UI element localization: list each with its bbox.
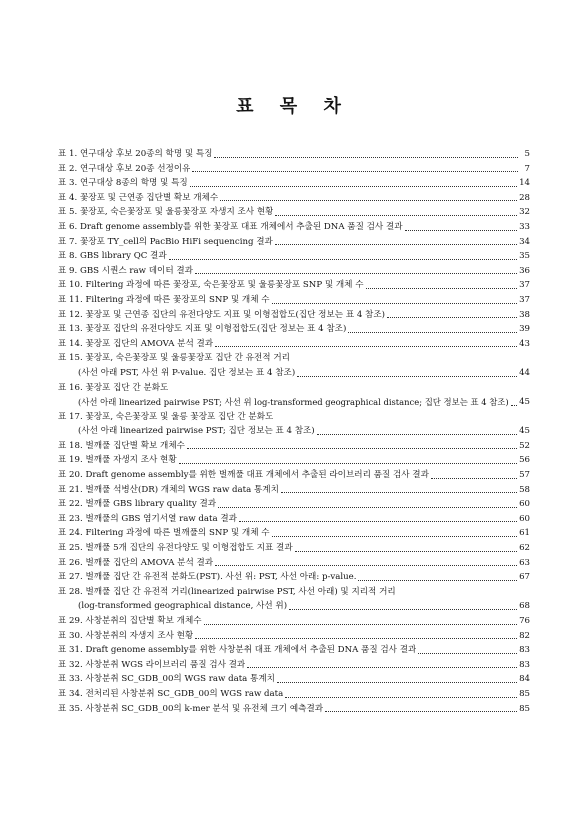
toc-entry-number: 표 10.: [58, 280, 86, 291]
toc-entry[interactable]: [58, 658, 530, 673]
toc-dot-leader: [366, 288, 518, 289]
toc-entry-title: GBS library QC 결과: [79, 251, 167, 262]
toc-entry-page: 85: [519, 703, 530, 714]
toc-entry-title: 사창분취 SC_GDB_00의 k-mer 분석 및 유전체 크기 예측결과: [85, 703, 324, 714]
toc-dot-leader: [387, 317, 517, 318]
toc-entry-subtitle: (log-transformed geographical distance, 사선 위): [78, 601, 288, 612]
toc-entry-number: 표 4.: [58, 192, 80, 203]
toc-entry-title: 꽃장포 및 근연종 집단의 유전다양도 지표 및 이형접합도(집단 정보는 표 4 참조): [85, 309, 386, 320]
toc-entry-page: 52: [519, 440, 530, 451]
page-title: 표 목 차: [236, 96, 351, 117]
toc-entry-title: 연구대상 8종의 학명 및 특징: [79, 178, 188, 189]
toc-entry-title: 벌깨풀 석병산(DR) 개체의 WGS raw data 통계치: [85, 484, 279, 495]
toc-entry-title: 벌깨풀 GBS library quality 결과: [85, 499, 217, 510]
toc-dot-leader: [317, 434, 517, 435]
table-of-contents: [58, 147, 530, 716]
toc-entry[interactable]: [58, 249, 530, 264]
toc-entry[interactable]: [58, 672, 530, 687]
toc-entry[interactable]: [58, 643, 530, 658]
toc-entry[interactable]: [58, 351, 530, 366]
toc-entry-page: 35: [519, 251, 530, 262]
toc-entry-page: 28: [519, 192, 530, 203]
toc-entry-page: 60: [519, 513, 530, 524]
toc-entry[interactable]: [58, 381, 530, 396]
toc-entry-title: 꽃장포 집단의 유전다양도 지표 및 이형접합도(집단 정보는 표 4 참조): [85, 324, 347, 335]
toc-entry-title: Filtering 과정에 따른 꽃장포, 숙은꽃장포 및 울릉꽃장포 SNP 및 개체 수: [85, 280, 364, 291]
toc-entry-title: 전처리된 사창분취 SC_GDB_00의 WGS raw data: [85, 688, 284, 699]
toc-entry-number: 표 34.: [58, 688, 86, 699]
toc-entry-page: 33: [519, 221, 530, 232]
toc-entry[interactable]: [58, 468, 530, 483]
toc-entry[interactable]: [58, 205, 530, 220]
toc-entry-title: 벌깨풀의 GBS 염기서열 raw data 결과: [85, 513, 237, 524]
toc-dot-leader: [405, 230, 518, 231]
toc-entry-title: Draft genome assembly를 위한 사창분취 대표 개체에서 추출된 DNA 품질 검사 결과: [85, 645, 417, 656]
toc-entry[interactable]: [58, 439, 530, 454]
toc-dot-leader: [418, 653, 517, 654]
toc-entry-title: 연구대상 후보 20종의 학명 및 특징: [79, 149, 213, 159]
toc-entry-page: 67: [519, 572, 530, 583]
toc-entry[interactable]: [58, 337, 530, 352]
toc-entry[interactable]: [58, 147, 530, 162]
toc-dot-leader: [297, 376, 517, 377]
toc-entry-title: 벌깨풀 집단 간 유전적 거리(linearized pairwise PST, 사선 아래) 및 지리적 거리: [85, 586, 396, 597]
toc-entry[interactable]: [58, 278, 530, 293]
toc-entry-number: 표 35.: [58, 703, 86, 714]
toc-entry-page: 37: [519, 294, 530, 305]
toc-dot-leader: [272, 303, 518, 304]
toc-entry-number: 표 17.: [58, 411, 86, 422]
toc-dot-leader: [215, 346, 517, 347]
toc-entry-number: 표 32.: [58, 659, 86, 670]
toc-entry-continuation: [58, 599, 530, 614]
toc-entry[interactable]: [58, 570, 530, 585]
toc-entry-title: 벌깨풀 집단 간 유전적 분화도(PST). 사선 위: PST, 사선 아래: p-value.: [85, 572, 357, 583]
toc-entry-number: 표 20.: [58, 470, 86, 481]
toc-dot-leader: [285, 697, 517, 698]
toc-dot-leader: [277, 682, 517, 683]
toc-dot-leader: [275, 244, 517, 245]
toc-entry-number: 표 26.: [58, 557, 86, 568]
toc-entry-title: 벌깨풀 집단별 확보 개체수: [85, 440, 185, 451]
toc-entry-number: 표 12.: [58, 309, 86, 320]
toc-entry-title: 사창분취의 자생지 조사 현황: [85, 630, 194, 641]
toc-entry[interactable]: [58, 687, 530, 702]
toc-dot-leader: [247, 667, 517, 668]
toc-dot-leader: [281, 492, 517, 493]
toc-entry[interactable]: [58, 512, 530, 527]
toc-entry-number: 표 27.: [58, 572, 86, 583]
toc-entry-number: 표 14.: [58, 338, 86, 349]
toc-entry-number: 표 5.: [58, 207, 80, 218]
toc-entry-page: 45: [519, 397, 530, 408]
toc-entry-number: 표 9.: [58, 265, 80, 276]
toc-entry-page: 37: [519, 280, 530, 291]
toc-entry-title: Filtering 과정에 따른 꽃장포의 SNP 및 개체 수: [85, 294, 270, 305]
toc-entry-subtitle: (사선 아래 linearized pairwise PST; 사선 위 log-transformed geographical distance; 집단 정보는 표 4 참조): [78, 397, 509, 408]
toc-dot-leader: [190, 186, 517, 187]
toc-entry-page: 83: [519, 659, 530, 670]
toc-entry-number: 표 7.: [58, 236, 80, 247]
toc-entry-title: Filtering 과정에 따른 벌깨풀의 SNP 및 개체 수: [85, 528, 270, 539]
toc-entry-title: 벌깨풀 자생지 조사 현황: [85, 455, 177, 466]
toc-entry-number: 표 21.: [58, 484, 86, 495]
toc-dot-leader: [187, 448, 517, 449]
toc-entry-title: Draft genome assembly를 위한 꽃장포 대표 개체에서 추출된 DNA 품질 검사 결과: [79, 221, 403, 232]
toc-entry-number: 표 16.: [58, 382, 86, 393]
toc-dot-leader: [214, 157, 518, 158]
toc-entry-title: 사창분취의 집단별 확보 개체수: [85, 616, 202, 626]
toc-entry-number: 표 31.: [58, 645, 86, 656]
toc-entry-page: 83: [519, 645, 530, 656]
toc-entry-number: 표 23.: [58, 513, 86, 524]
toc-entry-title: 연구대상 후보 20종 선정이유: [79, 163, 191, 174]
toc-entry-number: 표 25.: [58, 543, 86, 554]
toc-dot-leader: [325, 711, 517, 712]
toc-entry-page: 38: [519, 309, 530, 320]
toc-dot-leader: [431, 478, 517, 479]
toc-entry[interactable]: [58, 453, 530, 468]
toc-entry-subtitle: (사선 아래 PST, 사선 위 P-value. 집단 정보는 표 4 참조): [78, 367, 296, 378]
toc-dot-leader: [169, 259, 517, 260]
toc-dot-leader: [295, 551, 517, 552]
toc-dot-leader: [272, 536, 518, 537]
toc-entry-page: 82: [519, 630, 530, 641]
toc-entry[interactable]: [58, 293, 530, 308]
toc-entry-title: 꽃장포 집단의 AMOVA 분석 결과: [85, 338, 214, 349]
toc-entry-continuation: [58, 395, 530, 410]
toc-entry-title: 벌깨풀 5개 집단의 유전다양도 및 이형접합도 지표 결과: [85, 543, 293, 554]
toc-dot-leader: [239, 521, 517, 522]
toc-entry[interactable]: [58, 483, 530, 498]
toc-entry-page: 58: [519, 484, 530, 495]
toc-entry-number: 표 30.: [58, 630, 86, 641]
toc-entry-number: 표 13.: [58, 324, 86, 335]
toc-entry[interactable]: [58, 410, 530, 425]
toc-dot-leader: [218, 507, 517, 508]
toc-dot-leader: [289, 609, 517, 610]
toc-dot-leader: [204, 624, 518, 625]
toc-entry[interactable]: [58, 308, 530, 323]
toc-entry-continuation: [58, 424, 530, 439]
toc-entry-title: 꽃장포 및 근연종 집단별 확보 개체수: [79, 192, 219, 203]
toc-entry[interactable]: [58, 702, 530, 717]
toc-entry-page: 7: [524, 163, 530, 174]
toc-entry-number: 표 28.: [58, 586, 86, 597]
toc-entry-page: 68: [519, 601, 530, 612]
toc-entry-continuation: [58, 366, 530, 381]
toc-entry-page: 36: [519, 265, 530, 276]
toc-entry[interactable]: [58, 191, 530, 206]
toc-entry-page: 14: [519, 178, 530, 189]
toc-entry[interactable]: [58, 541, 530, 556]
toc-entry-page: 56: [519, 455, 530, 466]
toc-entry-number: 표 33.: [58, 674, 86, 685]
toc-entry[interactable]: [58, 176, 530, 191]
toc-entry-number: 표 24.: [58, 528, 86, 539]
toc-entry-number: 표 2.: [58, 163, 80, 174]
toc-entry[interactable]: [58, 556, 530, 571]
toc-entry-number: 표 8.: [58, 251, 80, 262]
toc-entry-title: 꽃장포, 숙은꽃장포 및 울릉꽃장포 자생지 조사 현황: [79, 207, 274, 218]
toc-dot-leader: [192, 171, 518, 172]
toc-entry-page: 57: [519, 470, 530, 481]
toc-entry-number: 표 11.: [58, 294, 86, 305]
toc-dot-leader: [348, 332, 517, 333]
toc-entry-title: 꽃장포 TY_cell의 PacBio HiFi sequencing 결과: [79, 236, 273, 247]
toc-entry-title: 꽃장포 집단 간 분화도: [85, 382, 169, 393]
toc-entry-page: 63: [519, 557, 530, 568]
toc-entry-title: 벌깨풀 집단의 AMOVA 분석 결과: [85, 557, 214, 568]
toc-entry-number: 표 18.: [58, 440, 86, 451]
toc-entry-page: 32: [519, 207, 530, 218]
toc-entry-title: 사창분취 SC_GDB_00의 WGS raw data 통계치: [85, 674, 275, 685]
toc-entry-page: 44: [519, 367, 530, 378]
toc-entry-number: 표 3.: [58, 178, 80, 189]
toc-entry[interactable]: [58, 322, 530, 337]
toc-dot-leader: [215, 565, 517, 566]
toc-entry-page: 62: [519, 543, 530, 554]
toc-entry-number: 표 19.: [58, 455, 86, 466]
toc-entry-page: 61: [519, 528, 530, 539]
toc-entry[interactable]: [58, 629, 530, 644]
toc-entry[interactable]: [58, 526, 530, 541]
toc-entry-page: 34: [519, 236, 530, 247]
toc-dot-leader: [195, 638, 517, 639]
toc-entry-subtitle: (사선 아래 linearized pairwise PST; 집단 정보는 표 4 참조): [78, 426, 315, 437]
toc-dot-leader: [220, 200, 517, 201]
toc-dot-leader: [358, 580, 517, 581]
toc-entry-page: 45: [519, 426, 530, 437]
toc-entry-page: 43: [519, 338, 530, 349]
toc-dot-leader: [179, 463, 517, 464]
toc-entry[interactable]: [58, 235, 530, 250]
toc-entry-title: GBS 시퀀스 raw 데이터 결과: [79, 265, 193, 276]
toc-entry-title: 꽃장포, 숙은꽃장포 및 울릉 꽃장포 집단 간 분화도: [85, 411, 274, 422]
toc-entry[interactable]: [58, 162, 530, 177]
toc-entry-page: 60: [519, 499, 530, 510]
toc-entry-number: 표 29.: [58, 616, 86, 626]
toc-entry-number: 표 22.: [58, 499, 86, 510]
toc-entry-page: 76: [519, 616, 530, 626]
toc-dot-leader: [195, 273, 517, 274]
toc-entry-title: 사창분취 WGS 라이브러리 품질 검사 결과: [85, 659, 246, 670]
toc-dot-leader: [511, 405, 517, 406]
toc-entry[interactable]: [58, 585, 530, 600]
toc-entry[interactable]: [58, 614, 530, 629]
toc-entry-title: Draft genome assembly를 위한 벌깨풀 대표 개체에서 추출된 라이브러리 품질 검사 결과: [85, 470, 429, 481]
toc-entry[interactable]: [58, 220, 530, 235]
toc-entry[interactable]: [58, 497, 530, 512]
toc-entry-number: 표 15.: [58, 353, 86, 364]
toc-dot-leader: [275, 215, 517, 216]
toc-entry-page: 85: [519, 688, 530, 699]
toc-entry-page: 5: [524, 149, 530, 159]
toc-entry-page: 84: [519, 674, 530, 685]
toc-entry[interactable]: [58, 264, 530, 279]
toc-entry-number: 표 6.: [58, 221, 80, 232]
toc-entry-title: 꽃장포, 숙은꽃장포 및 울릉꽃장포 집단 간 유전적 거리: [85, 353, 290, 364]
toc-entry-page: 39: [519, 324, 530, 335]
toc-entry-number: 표 1.: [58, 149, 80, 159]
